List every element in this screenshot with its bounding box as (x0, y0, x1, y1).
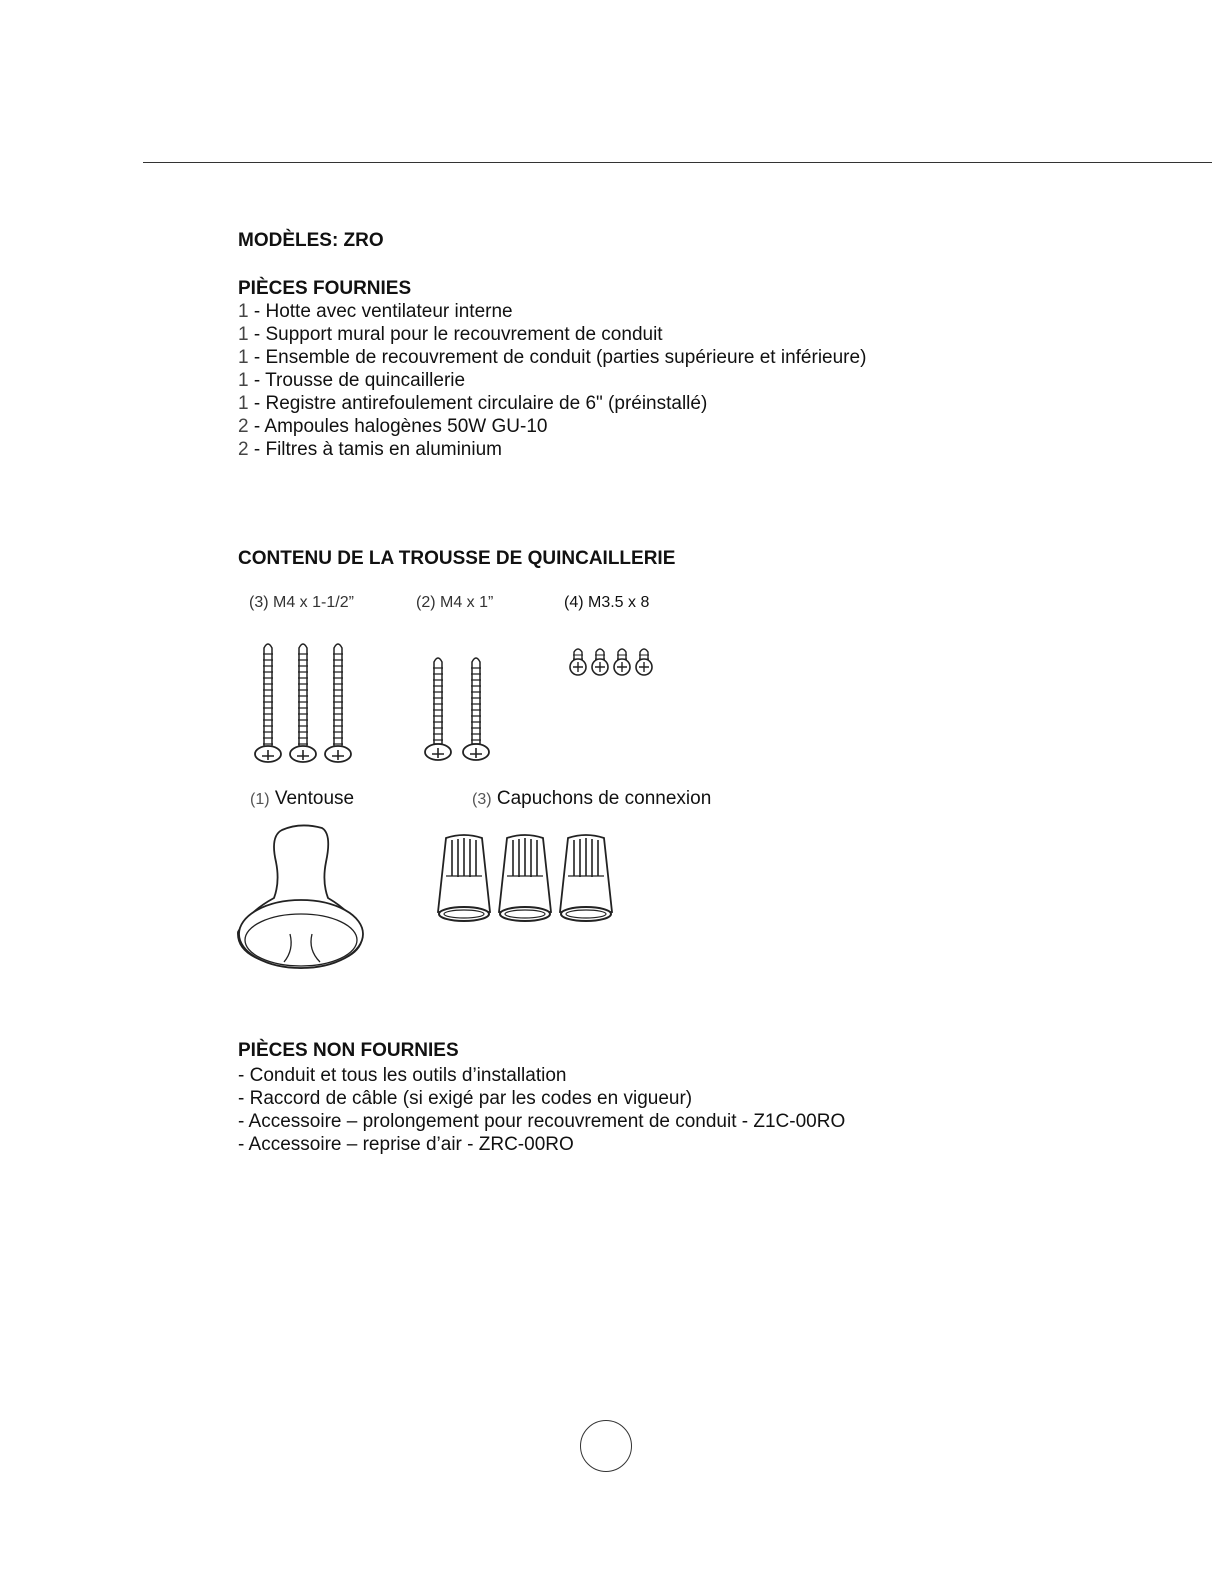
not-supplied-list (238, 1064, 845, 1156)
list-item: 1 - Hotte avec ventilateur interne (238, 301, 513, 322)
list-item: 1 - Support mural pour le recouvrement de conduit (238, 324, 663, 345)
models-heading: MODÈLES: ZRO (238, 230, 384, 251)
long-screws-illustration (248, 636, 358, 768)
list-item: - Accessoire – prolongement pour recouvrement de conduit - Z1C-00RO (238, 1111, 846, 1132)
supplied-parts-heading: PIÈCES FOURNIES (238, 278, 412, 299)
page-number-circle (580, 1420, 632, 1472)
list-item: 1 - Ensemble de recouvrement de conduit (parties supérieure et inférieure) (238, 347, 867, 368)
list-item: 2 - Ampoules halogènes 50W GU-10 (238, 416, 548, 437)
suction-cup-label: (1) Ventouse (250, 788, 355, 809)
wire-caps-label: (3) Capuchons de connexion (472, 788, 712, 809)
list-item: 2 - Filtres à tamis en aluminium (238, 439, 502, 460)
supplied-parts-list (238, 300, 866, 461)
not-supplied-heading: PIÈCES NON FOURNIES (238, 1040, 459, 1061)
long-screws-label: (3) M4 x 1-1/2” (249, 594, 354, 611)
list-item: - Accessoire – reprise d’air - ZRC-00RO (238, 1134, 574, 1155)
medium-screws-illustration (420, 652, 500, 768)
list-item: 1 - Trousse de quincaillerie (238, 370, 466, 391)
header-rule (143, 162, 1212, 163)
suction-cup-illustration (234, 822, 368, 976)
short-screws-label: (4) M3.5 x 8 (564, 594, 650, 611)
list-item: - Conduit et tous les outils d’installation (238, 1065, 567, 1086)
medium-screws-label: (2) M4 x 1” (416, 594, 494, 611)
hardware-kit-heading: CONTENU DE LA TROUSSE DE QUINCAILLERIE (238, 548, 676, 569)
list-item: - Raccord de câble (si exigé par les codes en vigueur) (238, 1088, 693, 1109)
short-screws-illustration (566, 644, 658, 678)
wire-caps-illustration (436, 830, 614, 922)
list-item: 1 - Registre antirefoulement circulaire de 6" (préinstallé) (238, 393, 708, 414)
